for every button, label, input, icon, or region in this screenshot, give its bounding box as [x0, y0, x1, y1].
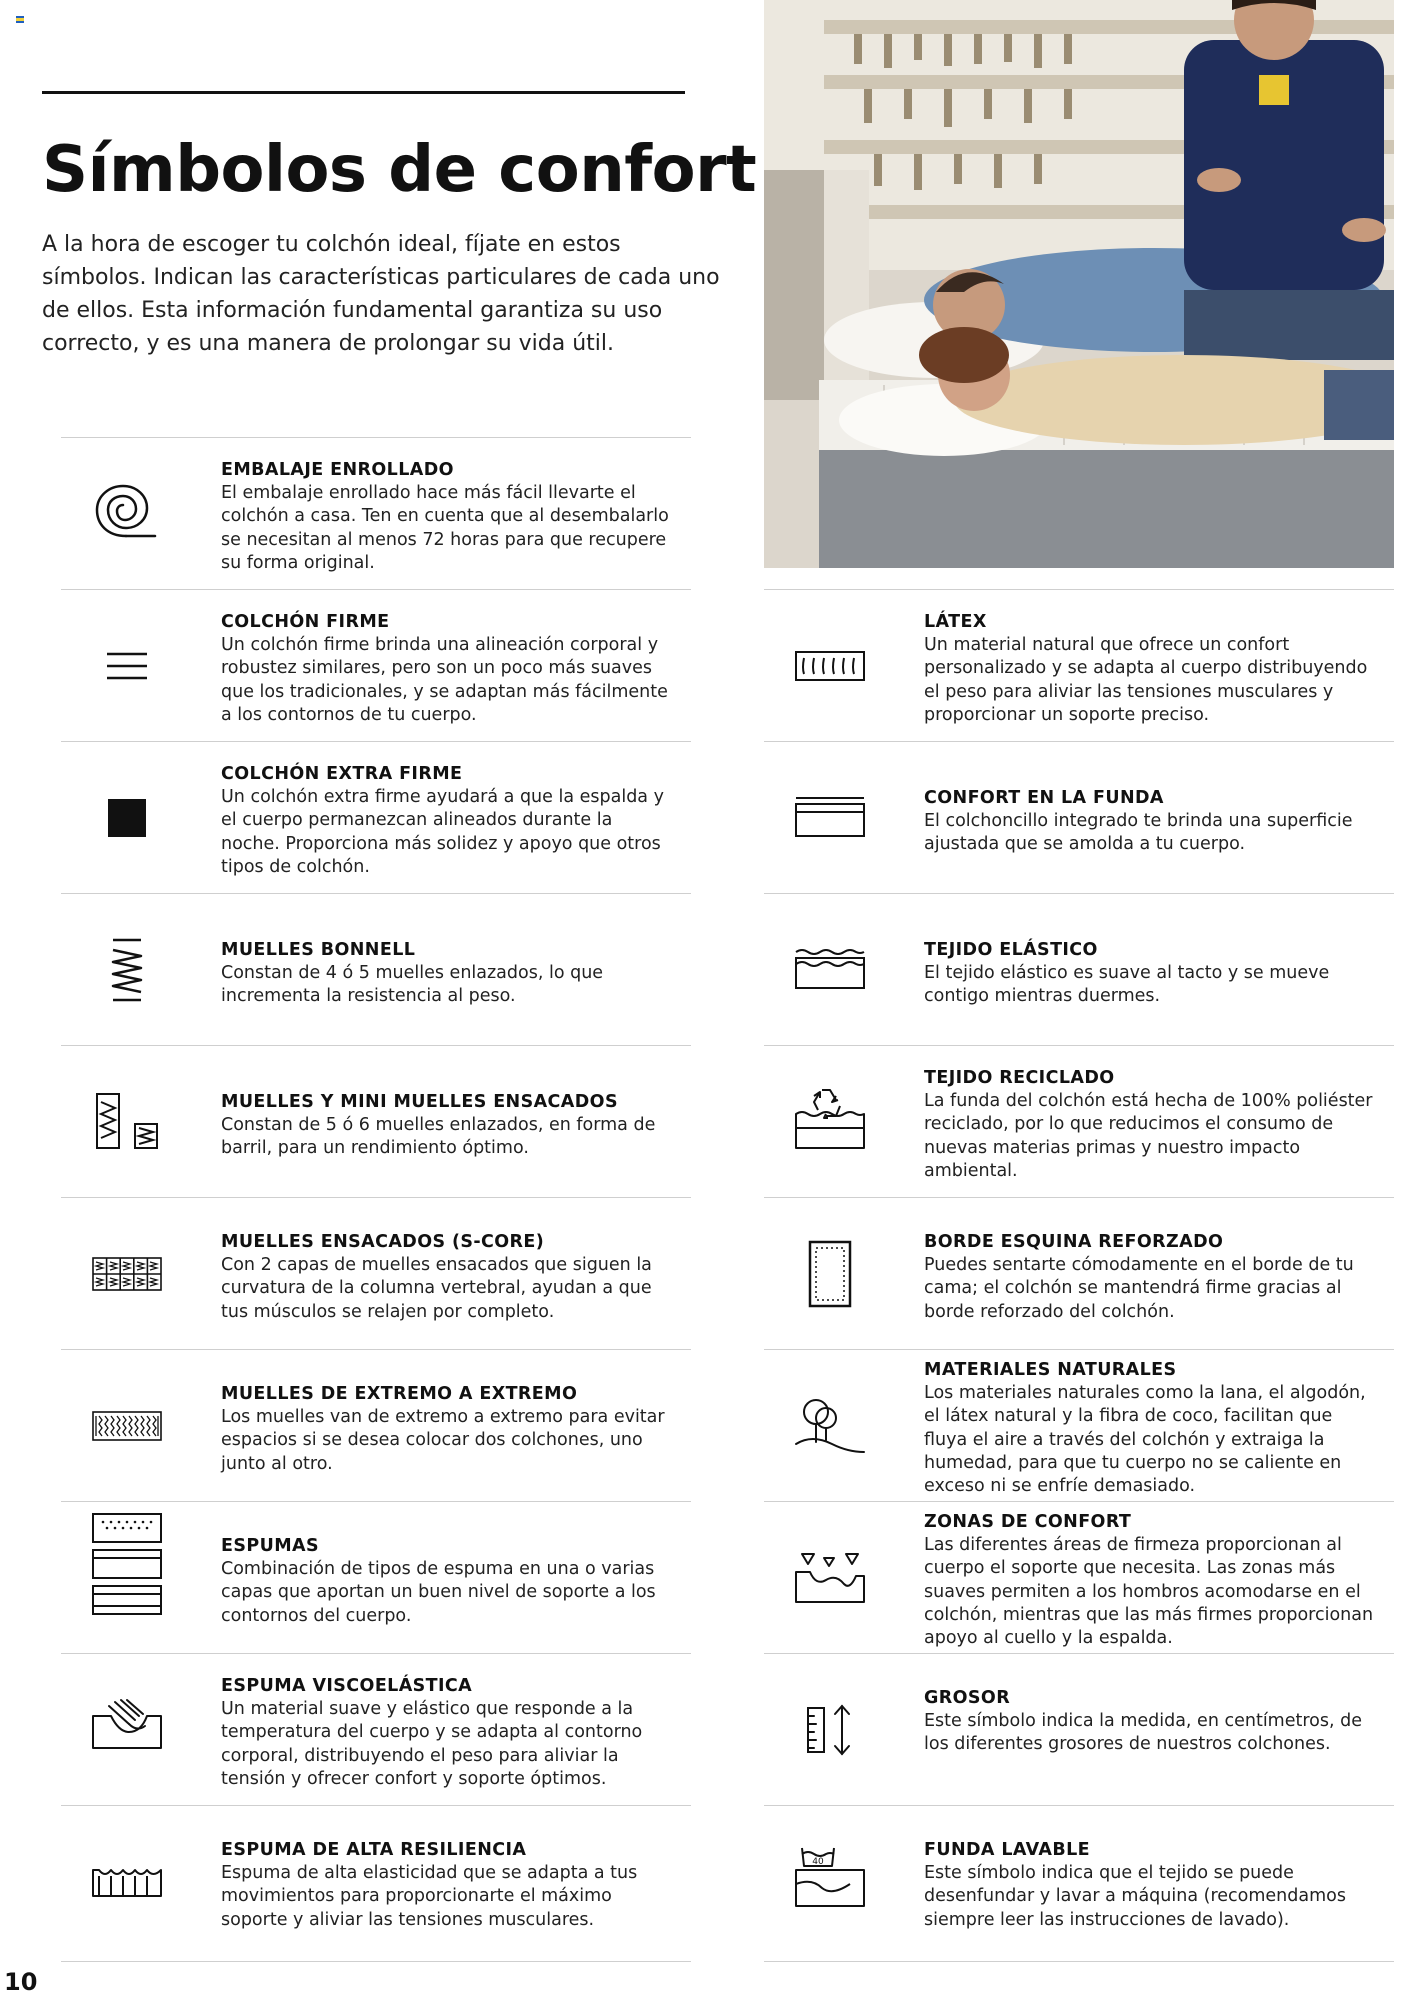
list-item: [764, 1197, 1394, 1349]
item-title: CONFORT EN LA FUNDA: [924, 788, 1164, 808]
item-description: Constan de 4 ó 5 muelles enlazados, lo que incrementa la resistencia al peso.: [221, 963, 604, 1007]
svg-text:40: 40: [812, 1857, 824, 1867]
item-description: Puedes sentarte cómodamente en el borde de tu cama; el colchón se mantendrá firme gracias al borde reforzado del colchón.: [924, 1255, 1354, 1322]
list-item: [61, 1501, 691, 1653]
item-title: ESPUMAS: [221, 1536, 319, 1556]
recycled-fabric-icon: [792, 1084, 868, 1160]
item-description: Un material natural que ofrece un confort personalizado y se adapta al cuerpo distribuyendo el peso para aliviar las tensiones musculares y proporcionar un soporte preciso.: [924, 635, 1368, 725]
reinforced-edge-icon: [792, 1236, 868, 1312]
bonnell-springs-icon: [89, 932, 165, 1008]
list-item: [61, 893, 691, 1045]
item-description: Un colchón firme brinda una alineación corporal y robustez similares, pero son un poco más suaves que los tradicionales, y se adaptan más fácilmente a los contornos de tu cuerpo.: [221, 635, 668, 725]
item-description: Los muelles van de extremo a extremo para evitar espacios si se desea colocar dos colchones, uno junto al otro.: [221, 1407, 665, 1474]
latex-icon: [792, 628, 868, 704]
item-title: LÁTEX: [924, 612, 987, 632]
item-title: TEJIDO RECICLADO: [924, 1068, 1115, 1088]
item-title: ESPUMA VISCOELÁSTICA: [221, 1676, 473, 1696]
item-description: Los materiales naturales como la lana, el algodón, el látex natural y la fibra de coco, facilitan que fluya el aire a través del colchón y extraiga la humedad, para que tu cuerpo no se caliente en exceso ni se enfríe demasiado.: [924, 1383, 1366, 1497]
extra-firm-mattress-icon: [89, 780, 165, 856]
edge-to-edge-springs-icon: [89, 1388, 165, 1464]
item-title: MUELLES DE EXTREMO A EXTREMO: [221, 1384, 578, 1404]
natural-materials-tree-icon: [792, 1388, 868, 1464]
item-title: MUELLES ENSACADOS (S-CORE): [221, 1232, 545, 1252]
item-description: El tejido elástico es suave al tacto y se mueve contigo mientras duermes.: [924, 963, 1330, 1007]
washable-cover-icon: [792, 1840, 868, 1916]
item-title: ZONAS DE CONFORT: [924, 1512, 1132, 1532]
thickness-ruler-icon: [792, 1692, 868, 1768]
list-item: [764, 1653, 1394, 1805]
item-description: Constan de 5 ó 6 muelles enlazados, en forma de barril, para un rendimiento óptimo.: [221, 1115, 656, 1159]
item-description: Las diferentes áreas de firmeza proporcionan al cuerpo el soporte que necesita. Las zonas más suaves permiten a los hombros acomodarse en el colchón, mientras que las más firmes proporcionan apoyo al cuello y la espalda.: [924, 1535, 1374, 1649]
item-description: El colchoncillo integrado te brinda una superficie ajustada que se amolda a tu cuerpo.: [924, 811, 1353, 855]
item-title: TEJIDO ELÁSTICO: [924, 940, 1098, 960]
comfort-zones-icon: [792, 1540, 868, 1616]
bottom-divider-left: [61, 1961, 691, 1962]
firm-mattress-icon: [89, 628, 165, 704]
item-title: MUELLES Y MINI MUELLES ENSACADOS: [221, 1092, 618, 1112]
comfort-cover-icon: [792, 780, 868, 856]
list-item: [61, 589, 691, 741]
list-item: [764, 1805, 1394, 1957]
list-item: [61, 741, 691, 893]
item-title: MUELLES BONNELL: [221, 940, 416, 960]
showroom-photo: [764, 0, 1394, 568]
item-title: COLCHÓN EXTRA FIRME: [221, 764, 463, 784]
page-title: Símbolos de confort: [42, 133, 757, 207]
intro-paragraph: A la hora de escoger tu colchón ideal, fíjate en estos símbolos. Indican las características particulares de cada uno de ellos. Esta información fundamental garantiza su uso correcto, y es una manera de prolongar su vida útil.: [42, 232, 720, 356]
list-item: [61, 1653, 691, 1805]
list-item: [764, 1045, 1394, 1197]
item-description: La funda del colchón está hecha de 100% poliéster reciclado, por lo que reducimos el consumo de nuevas materias primas y nuestro impacto ambiental.: [924, 1091, 1373, 1181]
rolled-packaging-icon: [89, 474, 165, 550]
item-description: Este símbolo indica la medida, en centímetros, de los diferentes grosores de nuestros colchones.: [924, 1711, 1362, 1755]
item-description: El embalaje enrollado hace más fácil llevarte el colchón a casa. Ten en cuenta que al desembalarlo se necesitan al menos 72 horas para que recupere su forma original.: [221, 483, 669, 573]
stretch-fabric-icon: [792, 932, 868, 1008]
list-item: [764, 1349, 1394, 1501]
list-item: [61, 1197, 691, 1349]
list-item: [764, 589, 1394, 741]
high-resilience-foam-icon: [89, 1844, 165, 1920]
list-item: [61, 1805, 691, 1957]
item-title: BORDE ESQUINA REFORZADO: [924, 1232, 1224, 1252]
item-title: GROSOR: [924, 1688, 1011, 1708]
list-item: [61, 1349, 691, 1501]
item-description: Combinación de tipos de espuma en una o varias capas que aportan un buen nivel de soporte a los contornos del cuerpo.: [221, 1559, 656, 1626]
list-item: [764, 893, 1394, 1045]
score-pocket-springs-icon: [89, 1236, 165, 1312]
item-title: EMBALAJE ENROLLADO: [221, 460, 454, 480]
item-description: Un material suave y elástico que responde a la temperatura del cuerpo y se adapta al contorno corporal, distribuyendo el peso para aliviar la tensión y ofrecer confort y soporte óptimos.: [221, 1699, 643, 1789]
list-item: [764, 741, 1394, 893]
foam-layers-icon: [89, 1508, 165, 1618]
flag-icon: [16, 16, 24, 23]
item-description: Un colchón extra firme ayudará a que la espalda y el cuerpo permanezcan alineados durante la noche. Proporciona más solidez y apoyo que otros tipos de colchón.: [221, 787, 664, 877]
list-item: [61, 437, 691, 589]
item-title: MATERIALES NATURALES: [924, 1360, 1177, 1380]
bottom-divider-right: [764, 1961, 1394, 1962]
memory-foam-hand-icon: [89, 1686, 165, 1762]
item-title: COLCHÓN FIRME: [221, 612, 390, 632]
item-description: Este símbolo indica que el tejido se puede desenfundar y lavar a máquina (recomendamos siempre leer las instrucciones de lavado).: [924, 1863, 1346, 1930]
top-rule: [42, 91, 685, 94]
page-number: 10: [4, 1968, 38, 1996]
item-description: Con 2 capas de muelles ensacados que siguen la curvatura de la columna vertebral, ayudan a que tus músculos se relajen por completo.: [221, 1255, 652, 1322]
item-description: Espuma de alta elasticidad que se adapta a tus movimientos para proporcionarte el máximo soporte y aliviar las tensiones musculares.: [221, 1863, 638, 1930]
list-item: [61, 1045, 691, 1197]
list-item: [764, 1501, 1394, 1653]
item-title: FUNDA LAVABLE: [924, 1840, 1091, 1860]
pocket-mini-springs-icon: [89, 1084, 165, 1160]
item-title: ESPUMA DE ALTA RESILIENCIA: [221, 1840, 527, 1860]
